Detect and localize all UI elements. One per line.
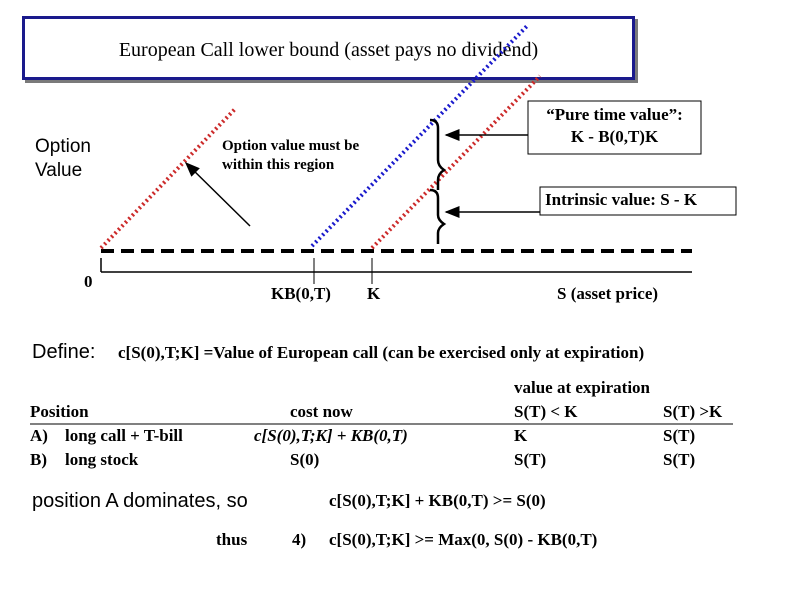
- y-axis-label-line2: Value: [35, 160, 83, 181]
- define-text: c[S(0),T;K] =Value of European call (can be exercised only at expiration): [118, 343, 645, 362]
- time-value-label: [528, 104, 701, 148]
- upper-bound-line: [101, 108, 236, 248]
- row-a-lt: K: [514, 426, 528, 445]
- x-axis-label: S (asset price): [557, 284, 659, 303]
- row-a-letter: A): [30, 426, 48, 445]
- region-note: [222, 137, 359, 175]
- row-b-cost: S(0): [290, 450, 320, 469]
- gt-header: S(T) >K: [663, 402, 723, 421]
- time-value-line1: “Pure time value”:: [546, 105, 683, 124]
- position-header: Position: [30, 402, 89, 421]
- define-label: Define:: [32, 341, 96, 363]
- y-axis-label: [35, 135, 91, 183]
- slide-title: European Call lower bound (asset pays no dividend): [118, 39, 539, 61]
- kb-label: KB(0,T): [271, 284, 331, 303]
- intrinsic-value-line: [372, 76, 540, 248]
- lower-bound-result: c[S(0),T;K] >= Max(0, S(0) - KB(0,T): [329, 530, 598, 549]
- y-axis-label-line1: Option: [35, 136, 91, 157]
- equation-number: 4): [292, 530, 307, 549]
- k-label: K: [367, 284, 381, 303]
- row-a-cost: c[S(0),T;K] + KB(0,T): [254, 426, 408, 445]
- dominates-text: position A dominates, so: [32, 490, 248, 512]
- dominance-inequality: c[S(0),T;K] + KB(0,T) >= S(0): [329, 491, 546, 510]
- region-note-line1: Option value must be: [222, 138, 360, 154]
- cost-header: cost now: [290, 402, 353, 421]
- intrinsic-brace: [430, 190, 444, 244]
- row-a-gt: S(T): [663, 426, 696, 445]
- value-at-expiration-header: value at expiration: [514, 378, 650, 397]
- row-b-lt: S(T): [514, 450, 547, 469]
- row-b-gt: S(T): [663, 450, 696, 469]
- region-note-line2: within this region: [222, 157, 335, 173]
- lt-header: S(T) < K: [514, 402, 578, 421]
- row-b-position: long stock: [65, 450, 139, 469]
- origin-label: 0: [84, 272, 93, 291]
- intrinsic-label: Intrinsic value: S - K: [545, 190, 698, 209]
- time-value-brace: [430, 120, 444, 190]
- row-a-position: long call + T-bill: [65, 426, 183, 445]
- thus-label: thus: [216, 530, 248, 549]
- row-b-letter: B): [30, 450, 47, 469]
- time-value-line2: K - B(0,T)K: [570, 127, 659, 146]
